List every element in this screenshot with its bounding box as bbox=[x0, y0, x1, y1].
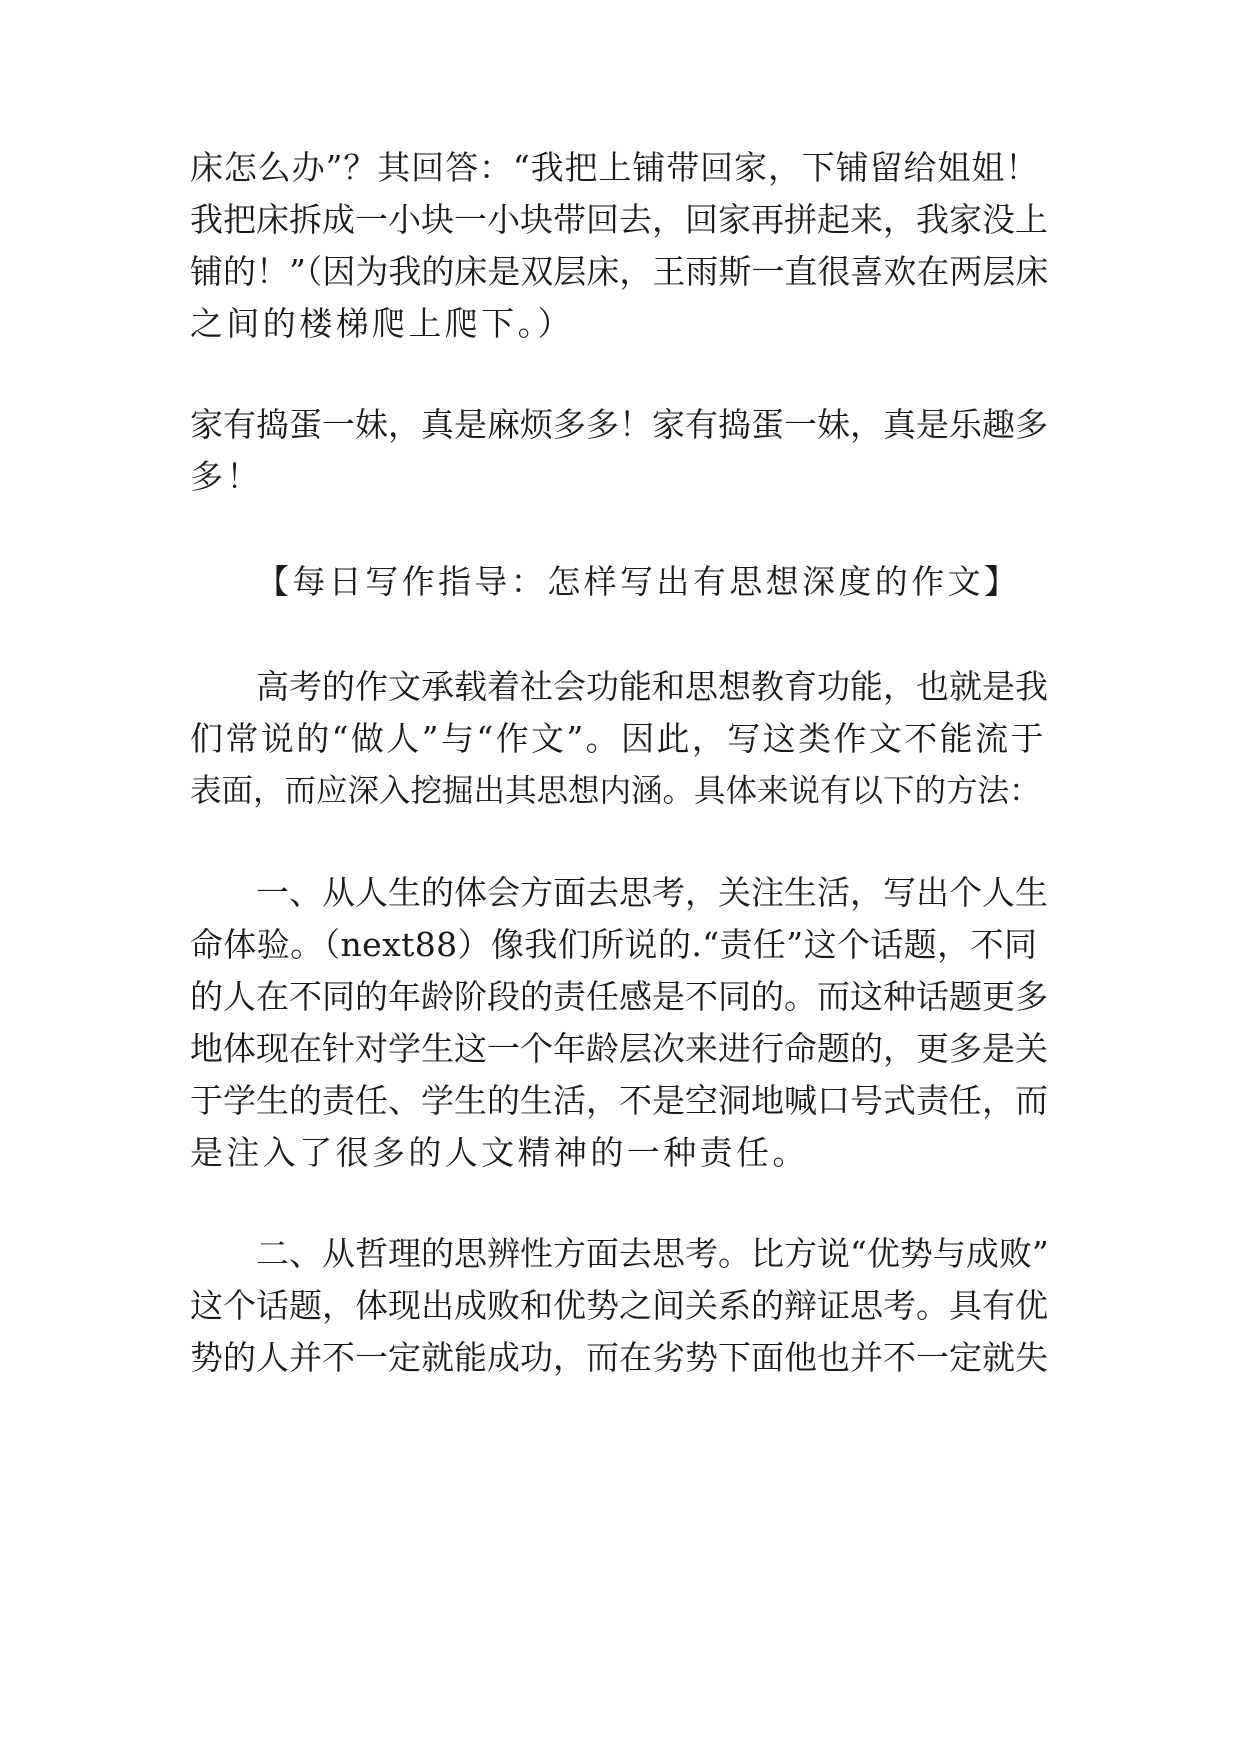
paragraph-bed-answer-line-1: 床怎么办”？其回答：“我把上铺带回家，下铺留给姐姐！ bbox=[190, 148, 1040, 187]
paragraph-intro-line-2: 们常说的“做人”与“作文”。因此，写这类作文不能流于 bbox=[190, 719, 1046, 758]
paragraph-intro-line-3: 表面，而应深入挖掘出其思想内涵。具体来说有以下的方法： bbox=[190, 773, 1041, 809]
paragraph-bed-answer-line-4: 之间的楼梯爬上爬下。） bbox=[190, 304, 574, 343]
paragraph-method-two-line-2: 这个话题，体现出成败和优势之间关系的辩证思考。具有优 bbox=[190, 1286, 1048, 1325]
paragraph-bed-answer-line-3: 铺的！”（因为我的床是双层床，王雨斯一直很喜欢在两层床 bbox=[190, 252, 1049, 291]
paragraph-sister-summary-line-1: 家有捣蛋一妹，真是麻烦多多！家有捣蛋一妹，真是乐趣多 bbox=[190, 405, 1048, 444]
paragraph-method-one-line-4: 地体现在针对学生这一个年龄层次来进行命题的，更多是关 bbox=[190, 1029, 1048, 1068]
paragraph-sister-summary-line-2: 多！ bbox=[190, 457, 263, 496]
paragraph-method-one-line-1: 一、从人生的体会方面去思考，关注生活，写出个人生 bbox=[256, 873, 1048, 912]
guide-heading: 【每日写作指导：怎样写出有思想深度的作文】 bbox=[256, 562, 1021, 601]
paragraph-method-one-line-6: 是注入了很多的人文精神的一种责任。 bbox=[190, 1133, 809, 1172]
paragraph-bed-answer-line-2: 我把床拆成一小块一小块带回去，回家再拼起来，我家没上 bbox=[190, 200, 1048, 239]
paragraph-method-one-line-5: 于学生的责任、学生的生活，不是空洞地喊口号式责任，而 bbox=[190, 1081, 1048, 1120]
paragraph-method-one-line-3: 的人在不同的年龄阶段的责任感是不同的。而这种话题更多 bbox=[190, 977, 1048, 1016]
paragraph-method-two-line-3: 势的人并不一定就能成功，而在劣势下面他也并不一定就失 bbox=[190, 1338, 1048, 1377]
paragraph-intro-line-1: 高考的作文承载着社会功能和思想教育功能，也就是我 bbox=[256, 667, 1048, 706]
paragraph-method-one-line-2: 命体验。（next88）像我们所说的.“责任”这个话题，不同 bbox=[190, 925, 1038, 964]
paragraph-method-two-line-1: 二、从哲理的思辨性方面去思考。比方说“优势与成败” bbox=[256, 1234, 1049, 1273]
